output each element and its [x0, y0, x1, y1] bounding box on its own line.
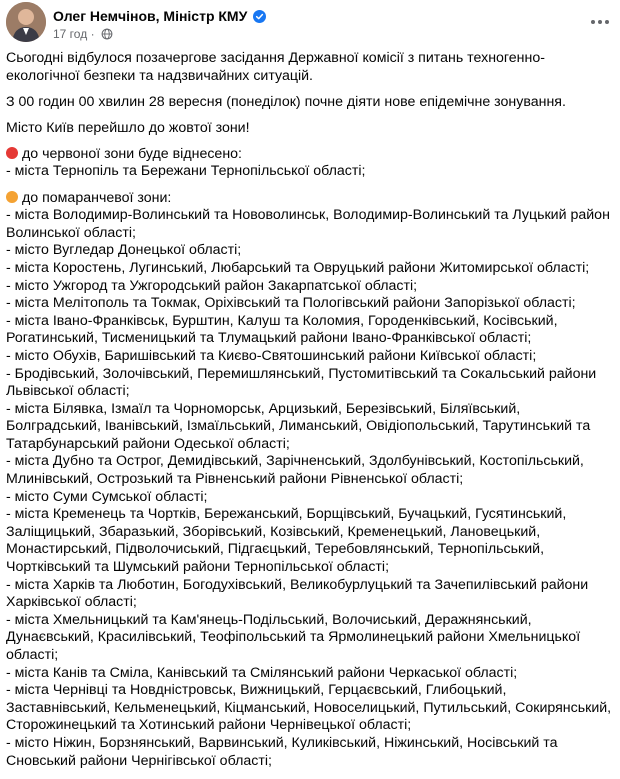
avatar[interactable] [6, 2, 46, 42]
red-zone-heading [6, 146, 612, 164]
list-item: - міста Тернопіль та Бережани Тернопільської області; [6, 163, 366, 180]
list-item: - Бродівський, Золочівський, Перемишлянський, Пустомитівський та Сокальський райони Львівської області; [6, 365, 597, 400]
orange-zone-heading [6, 190, 612, 208]
list-item: - місто Обухів, Баришівський та Києво-Святошинський райони Київської області; [6, 347, 537, 364]
orange-circle-icon [6, 191, 18, 203]
orange-zone-heading-text: до помаранчевої зони: [22, 189, 172, 206]
list-item: - міста Коростень, Лугинський, Любарський та Овруцький райони Житомирської області; [6, 259, 590, 276]
post-date-line: З 00 годин 00 хвилин 28 вересня (понеділок) почне діяти нове епідемічне зонування. [6, 93, 566, 110]
list-item: - місто Суми Сумської області; [6, 488, 208, 505]
list-item: - місто Ужгород та Ужгородський район Закарпатської області; [6, 277, 418, 294]
list-item: - міста Кременець та Чортків, Бережанський, Борщівський, Бучацький, Гусятинський, Заліщицький, Збаразький, Зборівський, Козівський, Кременецький, Лановецький, Монастирський, Підволочиський, Підгаєцький, Теребовлянський, Тернопільський, Чортківський та Шумський райони Тернопільської області; [6, 506, 567, 576]
list-item: - міста Дубно та Острог, Демидівський, Зарічненський, Здолбунівський, Костопільський, Млинівський, Острозький та Рівненський райони Рівненської області; [6, 453, 584, 488]
post-header [6, 2, 614, 42]
list-item: - місто Ніжин, Борзнянський, Варвинський, Куликівський, Ніжинський, Носівський та Сновський райони Чернігівської області; [6, 734, 558, 769]
post-meta [53, 27, 113, 41]
post-intro: Сьогодні відбулося позачергове засідання Державної комісії з питань техногенно-екологічної безпеки та надзвичайних ситуацій. [6, 50, 545, 84]
list-item: - міста Володимир-Волинський та Нововолинськ, Володимир-Волинський та Луцький район Волинської області; [6, 207, 610, 241]
list-item: - міста Чернівці та Новднiстровськ, Вижницький, Герцаєвський, Глибоцький, Заставнівський, Кельменецький, Кіцманський, Новоселицький, Путильський, Сокирянський, Сторожинецький та Хотинський райони Чернівецької області; [6, 682, 612, 734]
meta-separator: · [90, 27, 95, 41]
author-name-text[interactable]: Олег Немчінов, Міністр КМУ [53, 8, 248, 24]
red-zone-section [6, 146, 612, 181]
globe-icon[interactable] [101, 28, 113, 40]
list-item: - міста Хмельницький та Кам'янець-Подільський, Волочиський, Деражнянський, Дунаєвський, Красилівський, Теофіпольський та Ярмолинецький райони Хмельницької області; [6, 611, 581, 663]
list-item: - міста Івано-Франківськ, Бурштин, Калуш та Коломия, Городенківський, Косівський, Рогатинський, Тисменицький та Тлумацький райони Івано-Франківської області; [6, 312, 558, 347]
avatar-image [6, 2, 46, 42]
red-zone-heading-text: до червоної зони буде віднесено: [22, 145, 242, 162]
list-item: - міста Канів та Сміла, Канівський та Смілянський райони Черкаської області; [6, 664, 518, 681]
list-item: - міста Харків та Люботин, Богодухівський, Великобурлуцький та Зачепилівський райони Харківської області; [6, 576, 589, 611]
author-name[interactable] [53, 8, 266, 24]
list-item: - міста Мелітополь та Токмак, Оріхівський та Пологівський райони Запорізької області; [6, 295, 576, 312]
more-options-icon[interactable] [588, 10, 612, 34]
orange-zone-section [6, 190, 612, 771]
post-body [6, 50, 612, 779]
list-item: - місто Вугледар Донецької області; [6, 242, 242, 259]
post-timestamp[interactable]: 17 год [53, 27, 88, 41]
red-circle-icon [6, 147, 18, 159]
list-item: - міста Білявка, Ізмаїл та Чорноморськ, Арцизький, Березівський, Біляївський, Болградський, Іванівський, Ізмаїльський, Лиманський, Овідіопольський, Тарутинський та Татарбунарський райони Одеської області; [6, 400, 591, 452]
verified-badge-icon [253, 10, 266, 23]
post-kyiv-line: Місто Київ перейшло до жовтої зони! [6, 119, 250, 136]
